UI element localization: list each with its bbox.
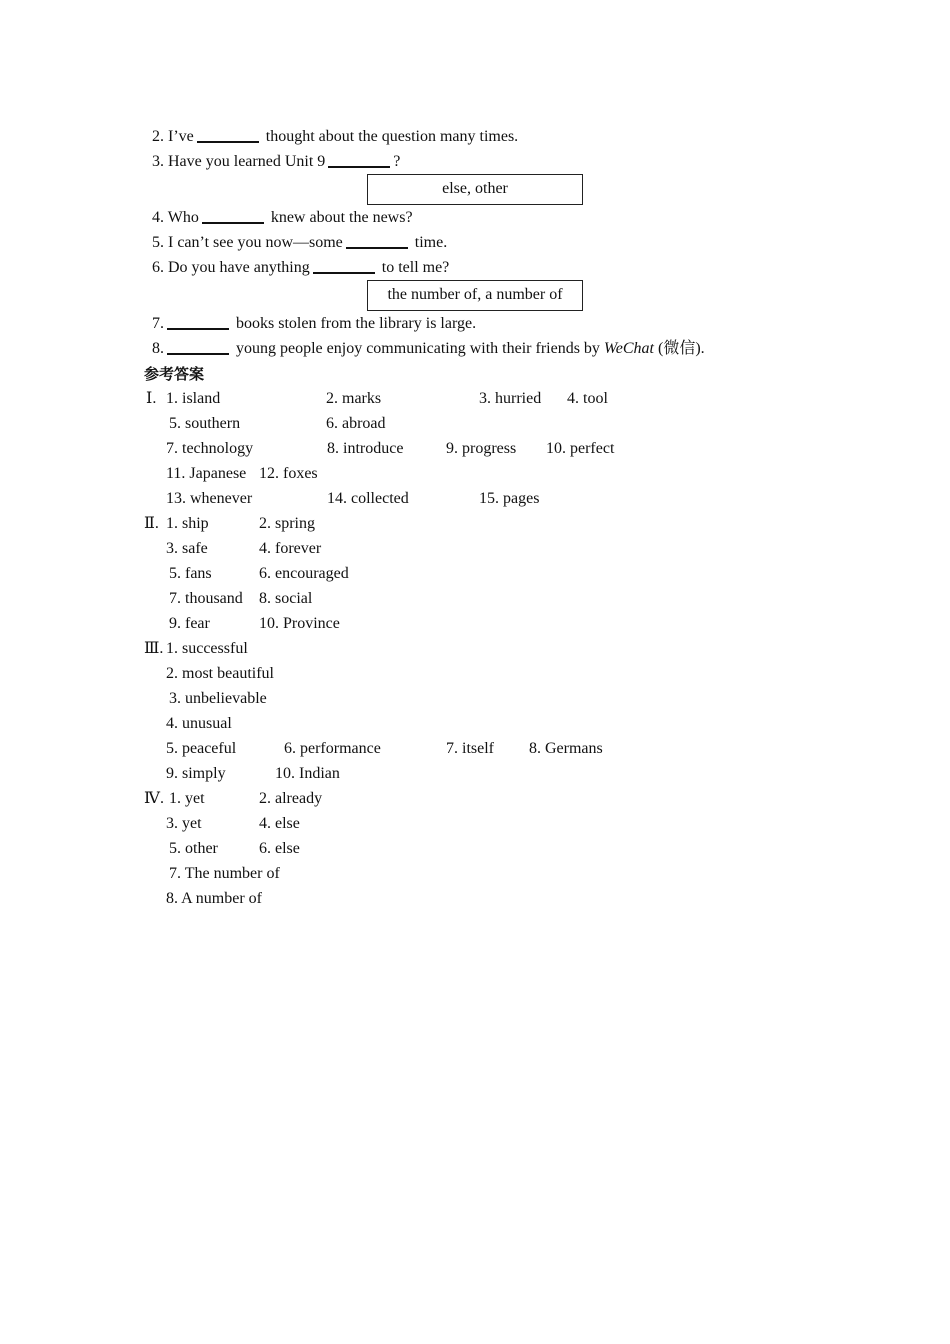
answer-item: 10. Province bbox=[259, 615, 340, 632]
answer-item: 7. thousand bbox=[169, 590, 243, 607]
question-6 bbox=[152, 258, 449, 278]
answer-blank bbox=[167, 327, 229, 330]
answer-item: 8. Germans bbox=[529, 740, 603, 757]
answer-item: 4. forever bbox=[259, 540, 322, 557]
answer-item: 15. pages bbox=[479, 490, 540, 507]
answer-item: 7. technology bbox=[166, 440, 254, 457]
question-number: 6. bbox=[152, 259, 164, 276]
question-text: knew about the news? bbox=[270, 209, 413, 226]
answer-blank bbox=[197, 140, 259, 143]
answer-blank bbox=[313, 271, 375, 274]
answer-item: 2. spring bbox=[259, 515, 315, 532]
question-text: I can’t see you now—some bbox=[168, 234, 343, 251]
answer-item: 3. yet bbox=[166, 815, 202, 832]
answer-item: 9. fear bbox=[169, 615, 210, 632]
answer-item: 11. Japanese bbox=[166, 465, 247, 482]
question-text: Who bbox=[167, 209, 199, 226]
question-text: young people enjoy communicating with their friends by bbox=[236, 340, 600, 357]
answer-item: 2. already bbox=[259, 790, 323, 807]
answer-blank bbox=[346, 246, 408, 249]
answer-item: 9. progress bbox=[446, 440, 517, 457]
question-text: I’ve bbox=[168, 128, 194, 145]
answer-item: 2. marks bbox=[326, 390, 382, 407]
answer-item: 10. Indian bbox=[275, 765, 340, 782]
answer-item: 8. social bbox=[259, 590, 313, 607]
question-text: Do you have anything bbox=[168, 259, 310, 276]
question-number: 3. bbox=[152, 153, 164, 170]
section-roman: Ⅳ. bbox=[144, 790, 164, 807]
answer-item: 8. introduce bbox=[327, 440, 404, 457]
question-text: ? bbox=[393, 153, 401, 170]
answer-item: 5. fans bbox=[169, 565, 212, 582]
answer-item: 6. else bbox=[259, 840, 300, 857]
word-box-else-other: else, other bbox=[367, 174, 583, 205]
question-number: 5. bbox=[152, 234, 164, 251]
answer-item: 14. collected bbox=[327, 490, 409, 507]
answer-item: 4. unusual bbox=[166, 715, 232, 732]
question-text: Have you learned Unit 9 bbox=[168, 153, 326, 170]
answer-item: 12. foxes bbox=[259, 465, 318, 482]
answer-item: 4. tool bbox=[567, 390, 608, 407]
question-text: to tell me? bbox=[381, 259, 450, 276]
answer-item: 10. perfect bbox=[546, 440, 615, 457]
answer-item: 3. hurried bbox=[479, 390, 542, 407]
answer-item: 1. island bbox=[166, 390, 221, 407]
answer-blank bbox=[167, 352, 229, 355]
answer-item: 6. encouraged bbox=[259, 565, 349, 582]
answer-blank bbox=[202, 221, 264, 224]
answer-item: 5. peaceful bbox=[166, 740, 237, 757]
question-text: (微信). bbox=[658, 340, 705, 357]
answer-blank bbox=[328, 165, 390, 168]
answer-item: 6. performance bbox=[284, 740, 381, 757]
question-3 bbox=[152, 152, 400, 172]
question-text: time. bbox=[414, 234, 448, 251]
answer-item: 1. ship bbox=[166, 515, 209, 532]
answer-item: 2. most beautiful bbox=[166, 665, 274, 682]
question-number: 7. bbox=[152, 315, 164, 332]
section-roman: Ⅲ. bbox=[144, 640, 164, 657]
answer-item: 5. southern bbox=[169, 415, 241, 432]
question-5 bbox=[152, 233, 447, 253]
section-roman: Ⅰ. bbox=[146, 390, 157, 407]
question-8 bbox=[152, 339, 705, 359]
question-number: 2. bbox=[152, 128, 164, 145]
answer-item: 3. unbelievable bbox=[169, 690, 267, 707]
question-4 bbox=[152, 208, 413, 228]
answer-key-heading: 参考答案 bbox=[144, 365, 205, 383]
question-text: books stolen from the library is large. bbox=[236, 315, 477, 332]
answer-item: 6. abroad bbox=[326, 415, 386, 432]
answer-item: 1. successful bbox=[166, 640, 248, 657]
answer-item: 9. simply bbox=[166, 765, 226, 782]
section-roman: Ⅱ. bbox=[144, 515, 159, 532]
question-number: 4. bbox=[152, 209, 164, 226]
answer-item: 7. The number of bbox=[169, 865, 280, 882]
question-number: 8. bbox=[152, 340, 164, 357]
word-box-number-of: the number of, a number of bbox=[367, 280, 583, 311]
answer-item: 7. itself bbox=[446, 740, 494, 757]
answer-item: 5. other bbox=[169, 840, 218, 857]
answer-item: 3. safe bbox=[166, 540, 208, 557]
question-2 bbox=[152, 127, 518, 147]
wechat-word: WeChat bbox=[603, 340, 654, 357]
question-7 bbox=[152, 314, 476, 334]
answer-item: 4. else bbox=[259, 815, 300, 832]
question-text: thought about the question many times. bbox=[265, 128, 519, 145]
answer-item: 13. whenever bbox=[166, 490, 253, 507]
answer-item: 8. A number of bbox=[166, 890, 262, 907]
answer-item: 1. yet bbox=[169, 790, 205, 807]
